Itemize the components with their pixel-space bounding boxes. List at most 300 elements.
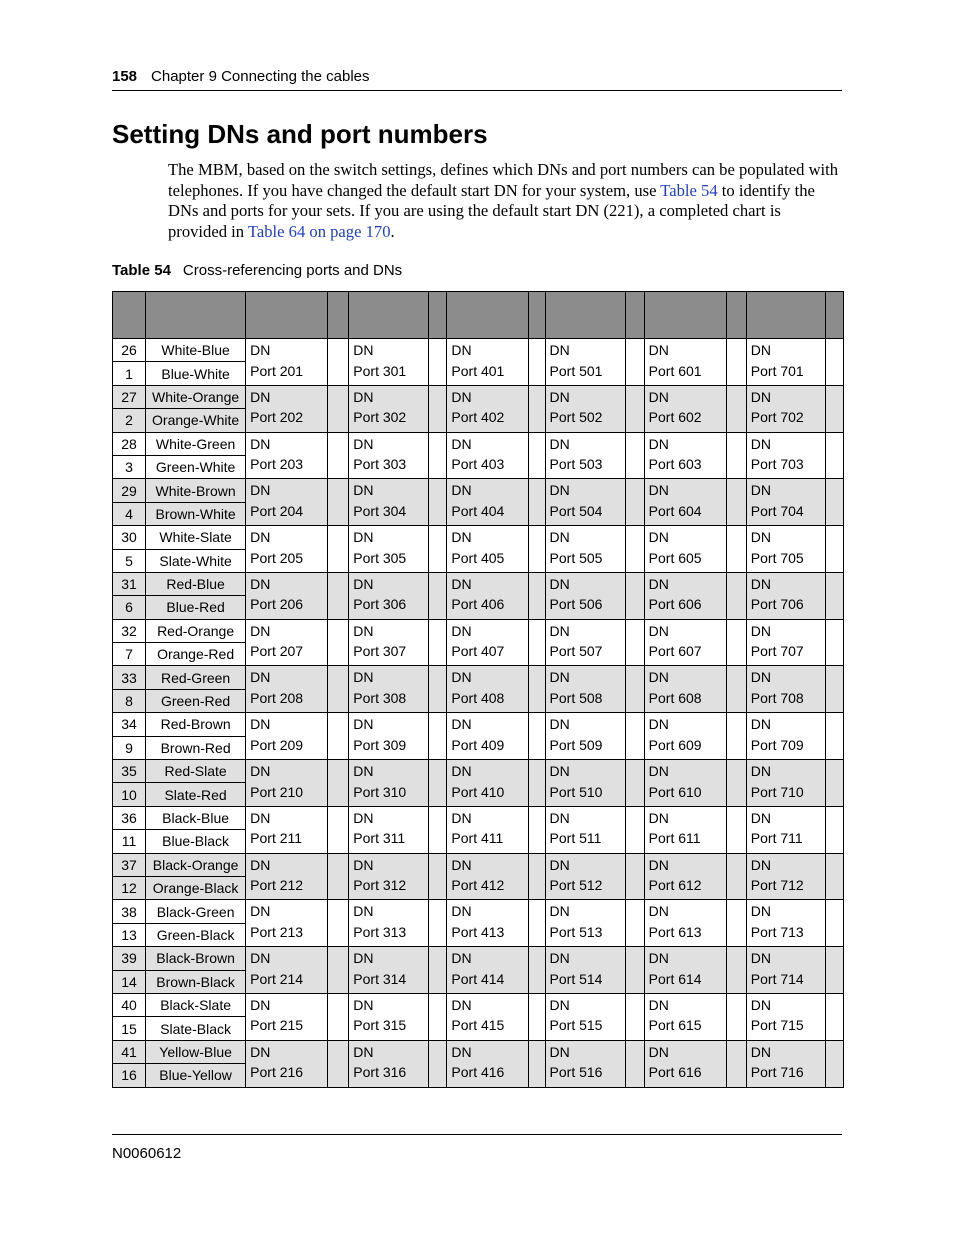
dn-label: DN [648,669,669,686]
dn-label: DN [451,529,472,546]
dn-label: DN [750,575,772,592]
port-label: Port 301 [353,362,407,379]
blank-cell [825,900,843,947]
port-label: Port 714 [750,970,804,987]
table-header-row [113,292,844,339]
dn-label: DN [648,482,669,499]
blank-cell [825,619,843,666]
pin-number: 40 [113,993,146,1016]
dn-label: DN [549,950,570,967]
pin-number: 5 [113,549,146,572]
dn-label: DN [549,529,570,546]
dn-label: DN [750,622,772,639]
dn-label: DN [451,342,472,358]
blank-cell [429,900,447,947]
wire-pair: Blue-Red [146,596,246,619]
pin-number: 38 [113,900,146,923]
pin-number: 10 [113,783,146,806]
blank-cell [726,619,746,666]
port-label: Port 706 [750,596,804,613]
dn-label: DN [250,950,271,967]
dn-label: DN [549,1043,570,1060]
port-label: Port 202 [250,409,304,426]
dn-label: DN [549,903,570,920]
blank-cell [726,572,746,619]
blank-cell [825,526,843,573]
header-rule [112,90,842,91]
blank-cell [528,853,545,900]
blank-cell [625,479,644,526]
dn-label: DN [250,763,271,780]
dn-label: DN [451,856,472,873]
blank-cell [825,1040,843,1087]
pin-number: 37 [113,853,146,876]
dn-label: DN [549,575,570,592]
dn-port-cell [349,853,429,900]
dn-label: DN [353,388,374,405]
port-label: Port 216 [250,1064,304,1081]
pin-number: 39 [113,947,146,970]
blank-cell [328,806,349,853]
wire-pair: Black-Slate [146,993,246,1016]
blank-cell [328,1040,349,1087]
wire-pair: Green-Red [146,689,246,712]
port-label: Port 205 [250,549,304,566]
dn-label: DN [451,950,472,967]
header-cell [328,292,349,339]
dn-port-cell [545,339,625,386]
header-cell [349,292,429,339]
dn-port-cell [349,339,429,386]
dn-port-cell [644,572,726,619]
dn-label: DN [750,809,772,826]
dn-label: DN [353,716,374,733]
dn-label: DN [648,342,669,358]
port-label: Port 311 [353,830,406,847]
dn-label: DN [750,529,772,546]
dn-port-cell [545,432,625,479]
port-label: Port 515 [549,1017,603,1034]
blank-cell [528,1040,545,1087]
dn-port-cell [349,947,429,994]
dn-label: DN [353,482,374,499]
blank-cell [328,713,349,760]
wire-pair: Orange-Red [146,643,246,666]
dn-label: DN [549,388,570,405]
dn-port-cell [246,479,328,526]
port-label: Port 306 [353,596,407,613]
dn-port-cell [447,993,528,1040]
port-label: Port 613 [648,923,702,940]
pin-number: 9 [113,736,146,759]
dn-port-cell [246,572,328,619]
port-label: Port 404 [451,502,505,519]
dn-label: DN [549,809,570,826]
port-label: Port 616 [648,1064,702,1081]
blank-cell [625,619,644,666]
dn-port-cell [746,666,825,713]
dn-label: DN [648,763,669,780]
dn-port-cell [644,760,726,807]
dn-port-cell [644,853,726,900]
running-header [112,68,842,86]
blank-cell [726,993,746,1040]
port-label: Port 307 [353,643,407,660]
dn-port-cell [545,572,625,619]
port-label: Port 412 [451,877,505,894]
intro-text-3: . [390,221,395,241]
wire-pair: Brown-Red [146,736,246,759]
port-label: Port 206 [250,596,304,613]
table-row [113,900,844,923]
wire-pair: Red-Green [146,666,246,689]
dn-port-cell [246,432,328,479]
port-label: Port 601 [648,362,702,379]
port-label: Port 703 [750,456,804,473]
dn-label: DN [648,1043,669,1060]
dn-port-cell [644,806,726,853]
port-label: Port 305 [353,549,407,566]
port-label: Port 212 [250,877,304,894]
dn-label: DN [451,903,472,920]
dn-port-cell [246,385,328,432]
blank-cell [726,760,746,807]
dn-label: DN [750,435,772,452]
dn-port-cell [545,666,625,713]
dn-label: DN [549,763,570,780]
dn-label: DN [549,856,570,873]
pin-number: 33 [113,666,146,689]
blank-cell [825,666,843,713]
blank-cell [625,432,644,479]
dn-port-cell [349,479,429,526]
dn-port-cell [349,760,429,807]
blank-cell [429,385,447,432]
dn-port-cell [349,900,429,947]
port-label: Port 313 [353,923,407,940]
dn-port-cell [246,853,328,900]
dn-label: DN [549,996,570,1013]
dn-label: DN [353,856,374,873]
dn-port-cell [349,666,429,713]
dn-port-cell [349,572,429,619]
blank-cell [726,339,746,386]
port-label: Port 715 [750,1017,804,1034]
intro-text-1: The MBM, based on the switch settings, defines which DNs and port numbers can be populated with telephones. If you have changed the default start DN for your system, use [168,160,839,200]
pin-number: 12 [113,876,146,899]
table-row [113,619,844,642]
blank-cell [726,806,746,853]
table-body [113,339,844,1088]
chapter-title: Chapter 9 Connecting the cables [151,68,370,85]
dn-port-cell [644,385,726,432]
blank-cell [328,572,349,619]
dn-port-cell [746,1040,825,1087]
wire-pair: White-Orange [146,385,246,408]
dn-port-cell [545,479,625,526]
dn-port-cell [545,947,625,994]
port-label: Port 406 [451,596,505,613]
dn-label: DN [250,856,271,873]
port-label: Port 315 [353,1017,407,1034]
dn-label: DN [250,342,271,358]
blank-cell [726,526,746,573]
blank-cell [328,479,349,526]
pin-number: 1 [113,362,146,385]
blank-cell [625,572,644,619]
blank-cell [726,900,746,947]
port-label: Port 415 [451,1017,505,1034]
dn-port-cell [746,806,825,853]
pin-number: 27 [113,385,146,408]
dn-label: DN [648,435,669,452]
pin-number: 3 [113,455,146,478]
dn-port-cell [246,806,328,853]
port-label: Port 702 [750,409,804,426]
wire-pair: Black-Brown [146,947,246,970]
dn-label: DN [648,529,669,546]
dn-label: DN [750,669,772,686]
dn-port-cell [746,713,825,760]
blank-cell [825,572,843,619]
port-label: Port 416 [451,1064,505,1081]
dn-port-cell [545,713,625,760]
port-label: Port 501 [549,362,603,379]
dn-port-cell [246,1040,328,1087]
dn-port-cell [246,526,328,573]
dn-label: DN [750,482,772,499]
blank-cell [429,947,447,994]
dn-label: DN [549,435,570,452]
port-label: Port 302 [353,409,407,426]
blank-cell [625,760,644,807]
dn-port-cell [349,619,429,666]
blank-cell [429,806,447,853]
port-label: Port 512 [549,877,603,894]
blank-cell [825,339,843,386]
port-label: Port 312 [353,877,407,894]
blank-cell [625,713,644,760]
dn-label: DN [353,809,374,826]
dn-label: DN [648,622,669,639]
blank-cell [528,572,545,619]
blank-cell [528,993,545,1040]
pin-number: 35 [113,760,146,783]
blank-cell [625,1040,644,1087]
blank-cell [328,339,349,386]
pin-number: 36 [113,806,146,829]
blank-cell [726,666,746,713]
wire-pair: Black-Green [146,900,246,923]
dn-port-cell [746,385,825,432]
dn-port-cell [746,947,825,994]
dn-label: DN [353,575,374,592]
port-label: Port 211 [250,830,303,847]
pin-number: 31 [113,572,146,595]
blank-cell [429,993,447,1040]
table-row [113,947,844,970]
table-row [113,572,844,595]
blank-cell [429,1040,447,1087]
port-label: Port 710 [750,783,804,800]
blank-cell [726,853,746,900]
table-row [113,853,844,876]
pin-number: 4 [113,502,146,525]
pin-number: 30 [113,526,146,549]
wire-pair: Blue-White [146,362,246,385]
dn-port-cell [246,947,328,994]
port-label: Port 605 [648,549,702,566]
dn-port-cell [447,713,528,760]
dn-port-cell [447,900,528,947]
wire-pair: White-Slate [146,526,246,549]
dn-port-cell [545,993,625,1040]
port-label: Port 408 [451,689,505,706]
blank-cell [328,619,349,666]
dn-port-cell [746,339,825,386]
blank-cell [625,526,644,573]
port-label: Port 505 [549,549,603,566]
port-label: Port 410 [451,783,505,800]
blank-cell [328,385,349,432]
port-label: Port 405 [451,549,505,566]
table-64-link[interactable]: Table 64 on page 170 [247,221,391,241]
pin-number: 13 [113,923,146,946]
port-label: Port 614 [648,970,702,987]
dn-label: DN [451,435,472,452]
port-label: Port 604 [648,502,702,519]
blank-cell [429,479,447,526]
port-label: Port 510 [549,783,603,800]
dn-label: DN [750,856,772,873]
dn-label: DN [353,435,374,452]
port-label: Port 610 [648,783,702,800]
dn-label: DN [451,575,472,592]
wire-pair: Black-Orange [146,853,246,876]
blank-cell [328,947,349,994]
dn-port-cell [644,666,726,713]
dn-label: DN [648,950,669,967]
table-row [113,713,844,736]
blank-cell [625,947,644,994]
dn-port-cell [349,993,429,1040]
port-label: Port 516 [549,1064,603,1081]
dn-label: DN [451,763,472,780]
blank-cell [726,432,746,479]
blank-cell [429,760,447,807]
port-label: Port 711 [750,830,803,847]
blank-cell [625,339,644,386]
page-number: 158 [112,68,138,85]
blank-cell [429,853,447,900]
dn-port-cell [545,1040,625,1087]
dn-port-cell [447,760,528,807]
blank-cell [825,853,843,900]
dn-port-cell [545,385,625,432]
dn-port-cell [349,432,429,479]
header-cell [545,292,625,339]
pin-number: 6 [113,596,146,619]
dn-label: DN [250,388,271,405]
wire-pair: White-Blue [146,339,246,362]
ports-dn-table [112,291,844,1088]
blank-cell [528,479,545,526]
port-label: Port 615 [648,1017,702,1034]
port-label: Port 602 [648,409,702,426]
port-label: Port 511 [549,830,602,847]
blank-cell [429,526,447,573]
blank-cell [528,900,545,947]
dn-label: DN [451,482,472,499]
dn-label: DN [648,856,669,873]
header-cell [644,292,726,339]
pin-number: 11 [113,830,146,853]
dn-port-cell [644,339,726,386]
port-label: Port 209 [250,736,304,753]
dn-port-cell [644,526,726,573]
blank-cell [726,947,746,994]
blank-cell [528,947,545,994]
port-label: Port 207 [250,643,304,660]
header-cell [146,292,246,339]
header-cell [429,292,447,339]
wire-pair: Brown-Black [146,970,246,993]
dn-port-cell [746,760,825,807]
dn-label: DN [750,763,772,780]
dn-label: DN [648,575,669,592]
pin-number: 7 [113,643,146,666]
table-caption-label: Table 54 [112,262,171,279]
dn-port-cell [746,572,825,619]
dn-label: DN [648,716,669,733]
header-cell [246,292,328,339]
port-label: Port 707 [750,643,804,660]
port-label: Port 403 [451,456,505,473]
dn-port-cell [545,900,625,947]
blank-cell [726,713,746,760]
port-label: Port 603 [648,456,702,473]
table-54-link[interactable]: Table 54 [660,180,718,200]
dn-port-cell [545,806,625,853]
port-label: Port 407 [451,643,505,660]
blank-cell [429,666,447,713]
port-label: Port 508 [549,689,603,706]
footer-rule [112,1134,842,1135]
header-cell [726,292,746,339]
port-label: Port 208 [250,689,304,706]
section-title: Setting DNs and port numbers [112,119,488,149]
blank-cell [328,900,349,947]
port-label: Port 513 [549,923,603,940]
dn-label: DN [353,669,374,686]
blank-cell [528,760,545,807]
dn-port-cell [644,1040,726,1087]
blank-cell [328,666,349,713]
dn-label: DN [750,342,772,358]
pin-number: 15 [113,1017,146,1040]
blank-cell [825,432,843,479]
blank-cell [528,619,545,666]
dn-port-cell [447,666,528,713]
wire-pair: Red-Brown [146,713,246,736]
dn-port-cell [545,619,625,666]
port-label: Port 314 [353,970,407,987]
wire-pair: Green-White [146,455,246,478]
dn-label: DN [353,763,374,780]
table-row [113,1040,844,1063]
dn-port-cell [644,432,726,479]
header-cell [746,292,825,339]
